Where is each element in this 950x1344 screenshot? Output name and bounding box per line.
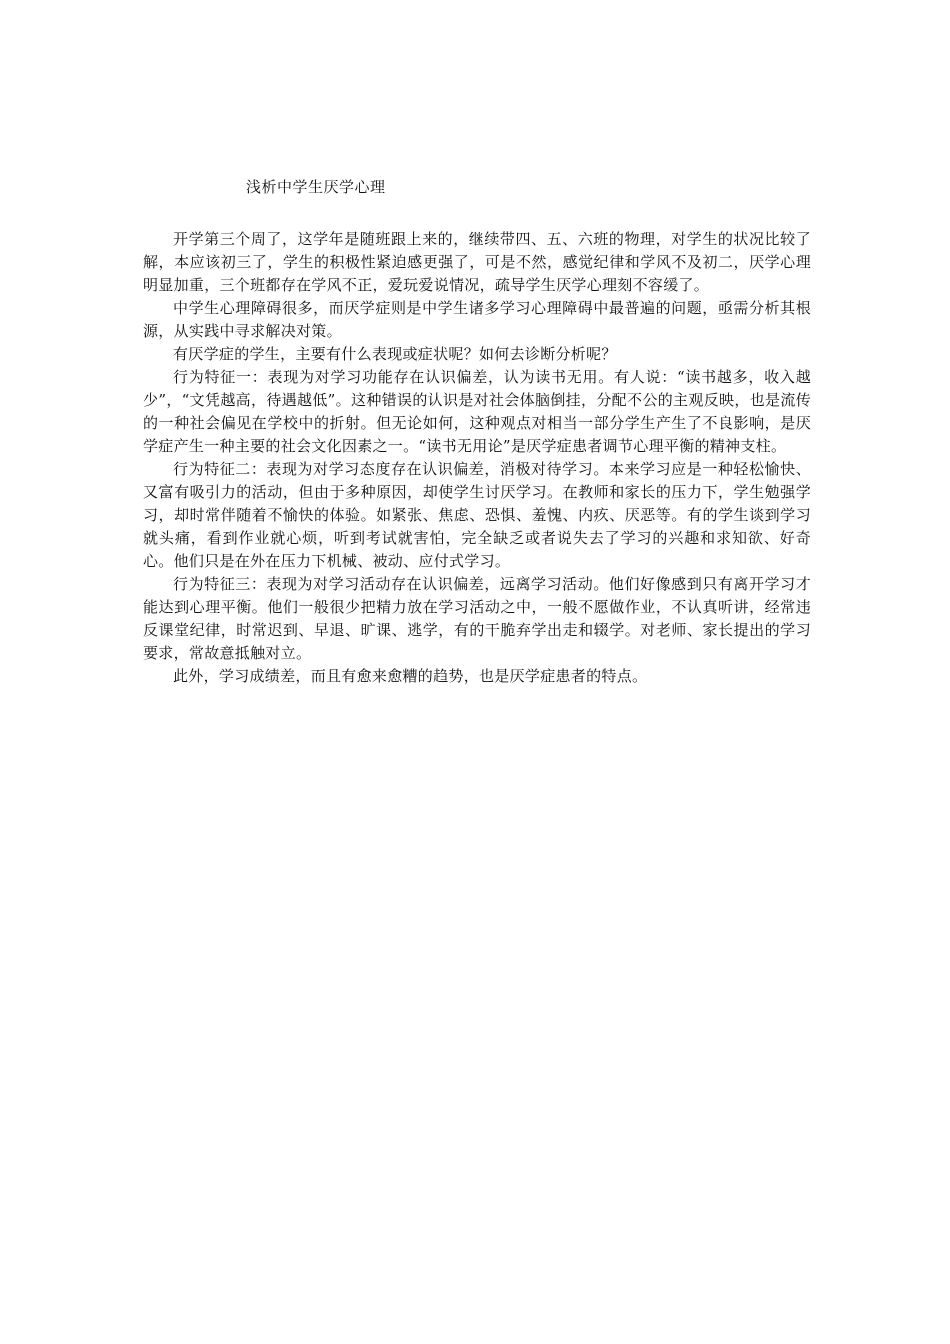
paragraph-feature-three: 行为特征三：表现为对学习活动存在认识偏差，远离学习活动。他们好像感到只有离开学习才能达到心理平衡。他们一般很少把精力放在学习活动之中，一般不愿做作业，不认真听讲，经常违反课堂纪律，时常迟到、早退、旷课、逃学，有的干脆弃学出走和辍学。对老师、家长提出的学习要求，常故意抵触对立。: [143, 575, 811, 662]
paragraph-feature-one: 行为特征一：表现为对学习功能存在认识偏差，认为读书无用。有人说：“读书越多，收入越少”，“文凭越高，待遇越低”。这种错误的认识是对社会体脑倒挂，分配不公的主观反映，也是流传的一种社会偏见在学校中的折射。但无论如何，这种观点对相当一部分学生产生了不良影响，是厌学症产生一种主要的社会文化因素之一。“读书无用论”是厌学症患者调节心理平衡的精神支柱。: [143, 368, 811, 455]
document-title: 浅析中学生厌学心理: [246, 178, 386, 196]
paragraph-background: 中学生心理障碍很多，而厌学症则是中学生诸多学习心理障碍中最普遍的问题，亟需分析其根源，从实践中寻求解决对策。: [143, 299, 811, 340]
paragraph-conclusion: 此外，学习成绩差，而且有愈来愈糟的趋势，也是厌学症患者的特点。: [173, 667, 648, 685]
paragraph-intro: 开学第三个周了，这学年是随班跟上来的，继续带四、五、六班的物理，对学生的状况比较了解，本应该初三了，学生的积极性紧迫感更强了，可是不然，感觉纪律和学风不及初二，厌学心理明显加重，三个班都存在学风不正，爱玩爱说情况，疏导学生厌学心理刻不容缓了。: [143, 230, 811, 294]
document-body: [143, 228, 811, 688]
paragraph-feature-two: 行为特征二：表现为对学习态度存在认识偏差，消极对待学习。本来学习应是一种轻松愉快、又富有吸引力的活动，但由于多种原因，却使学生讨厌学习。在教师和家长的压力下，学生勉强学习，却时常伴随着不愉快的体验。如紧张、焦虑、恐惧、羞愧、内疚、厌恶等。有的学生谈到学习就头痛，看到作业就心烦，听到考试就害怕，完全缺乏或者说失去了学习的兴趣和求知欲、好奇心。他们只是在外在压力下机械、被动、应付式学习。: [143, 460, 811, 570]
paragraph-question: 有厌学症的学生，主要有什么表现或症状呢？如何去诊断分析呢？: [173, 345, 617, 363]
